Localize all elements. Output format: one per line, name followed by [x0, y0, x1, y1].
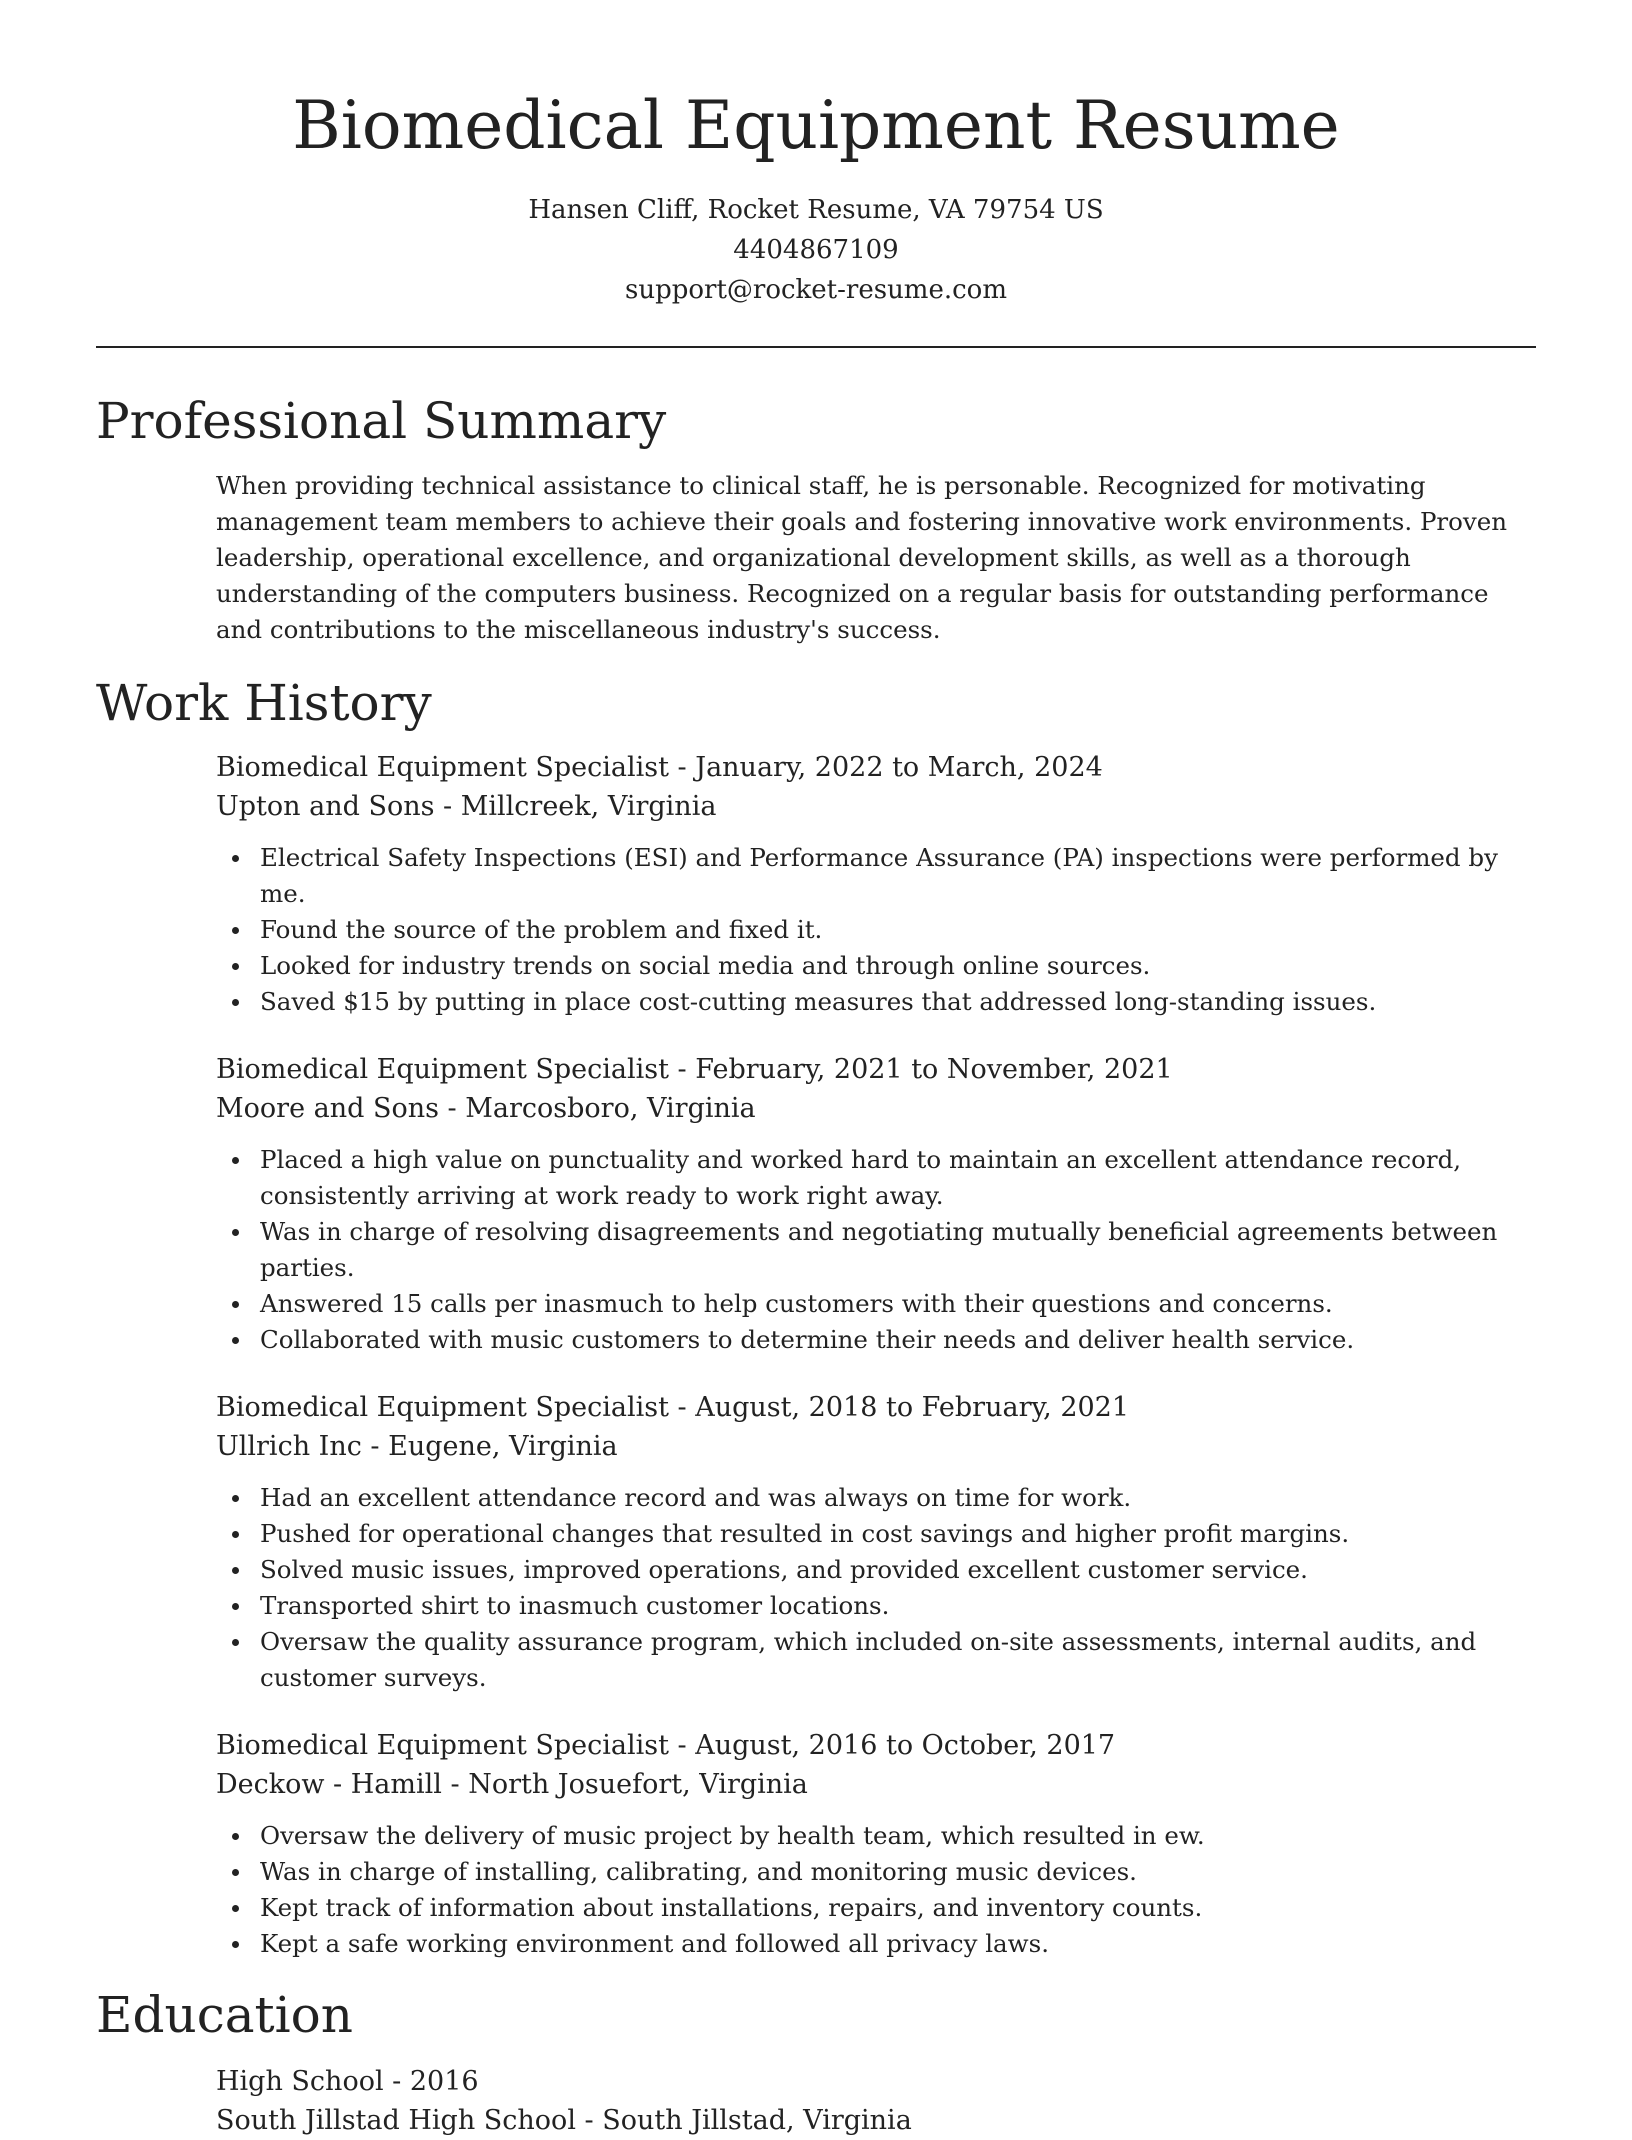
resume-header — [96, 0, 1536, 310]
job-entry — [216, 1388, 1536, 1696]
resume-page — [96, 0, 1536, 2136]
work-history-list — [96, 748, 1536, 1962]
job-bullets — [216, 1142, 1536, 1358]
summary-heading: Professional Summary — [96, 392, 667, 450]
job-entry — [216, 1050, 1536, 1358]
job-bullet: Transported shirt to inasmuch customer locations. — [216, 1588, 1536, 1624]
job-bullets — [216, 1818, 1536, 1962]
job-bullet: Looked for industry trends on social media and through online sources. — [216, 948, 1536, 984]
job-title-line: Biomedical Equipment Specialist - February, 2021 to November, 2021 — [216, 1054, 1173, 1085]
contact-email: support@rocket-resume.com — [624, 275, 1007, 305]
job-entry — [216, 748, 1536, 1020]
job-bullet: Oversaw the quality assurance program, which included on-site assessments, internal audits, and customer surveys. — [216, 1624, 1536, 1696]
job-company-line: Upton and Sons - Millcreek, Virginia — [216, 791, 717, 822]
job-bullet: Was in charge of installing, calibrating, and monitoring music devices. — [216, 1854, 1536, 1890]
work-history-heading: Work History — [96, 674, 432, 732]
job-bullet: Pushed for operational changes that resulted in cost savings and higher profit margins. — [216, 1516, 1536, 1552]
job-bullet: Electrical Safety Inspections (ESI) and Performance Assurance (PA) inspections were performed by me. — [216, 840, 1536, 912]
contact-phone: 4404867109 — [733, 235, 899, 265]
job-company-line: Moore and Sons - Marcosboro, Virginia — [216, 1093, 756, 1124]
header-divider — [96, 346, 1536, 348]
education-entry — [96, 2062, 1536, 2140]
job-company-line: Deckow - Hamill - North Josuefort, Virginia — [216, 1769, 808, 1800]
job-bullets — [216, 1480, 1536, 1696]
job-bullet: Kept a safe working environment and followed all privacy laws. — [216, 1926, 1536, 1962]
job-bullet: Saved $15 by putting in place cost-cutting measures that addressed long-standing issues. — [216, 984, 1536, 1020]
job-bullet: Kept track of information about installations, repairs, and inventory counts. — [216, 1890, 1536, 1926]
job-bullet: Found the source of the problem and fixed it. — [216, 912, 1536, 948]
job-title-line: Biomedical Equipment Specialist - January, 2022 to March, 2024 — [216, 752, 1103, 783]
contact-address: Hansen Cliff, Rocket Resume, VA 79754 US — [528, 195, 1104, 225]
job-bullets — [216, 840, 1536, 1020]
resume-title: Biomedical Equipment Resume — [292, 87, 1340, 164]
summary-text: When providing technical assistance to clinical staff, he is personable. Recognized for motivating management team members to achieve their goals and fostering innovative work environments. Proven leadership, operational excellence, and organizational development skills, as well as a thorough understanding of the computers business. Recognized on a regular basis for outstanding performance and contributions to the miscellaneous industry's success. — [216, 471, 1508, 644]
job-bullet: Collaborated with music customers to determine their needs and deliver health service. — [216, 1322, 1536, 1358]
job-entry — [216, 1726, 1536, 1962]
job-bullet: Placed a high value on punctuality and worked hard to maintain an excellent attendance record, consistently arriving at work ready to work right away. — [216, 1142, 1536, 1214]
education-school-line: South Jillstad High School - South Jillstad, Virginia — [216, 2105, 912, 2136]
job-bullet: Solved music issues, improved operations, and provided excellent customer service. — [216, 1552, 1536, 1588]
job-bullet: Had an excellent attendance record and was always on time for work. — [216, 1480, 1536, 1516]
job-title-line: Biomedical Equipment Specialist - August, 2016 to October, 2017 — [216, 1730, 1116, 1761]
job-bullet: Was in charge of resolving disagreements and negotiating mutually beneficial agreements between parties. — [216, 1214, 1536, 1286]
job-bullet: Answered 15 calls per inasmuch to help customers with their questions and concerns. — [216, 1286, 1536, 1322]
job-title-line: Biomedical Equipment Specialist - August, 2018 to February, 2021 — [216, 1392, 1130, 1423]
education-degree-line: High School - 2016 — [216, 2066, 479, 2097]
education-heading: Education — [96, 1986, 353, 2044]
job-bullet: Oversaw the delivery of music project by health team, which resulted in ew. — [216, 1818, 1536, 1854]
job-company-line: Ullrich Inc - Eugene, Virginia — [216, 1431, 618, 1462]
